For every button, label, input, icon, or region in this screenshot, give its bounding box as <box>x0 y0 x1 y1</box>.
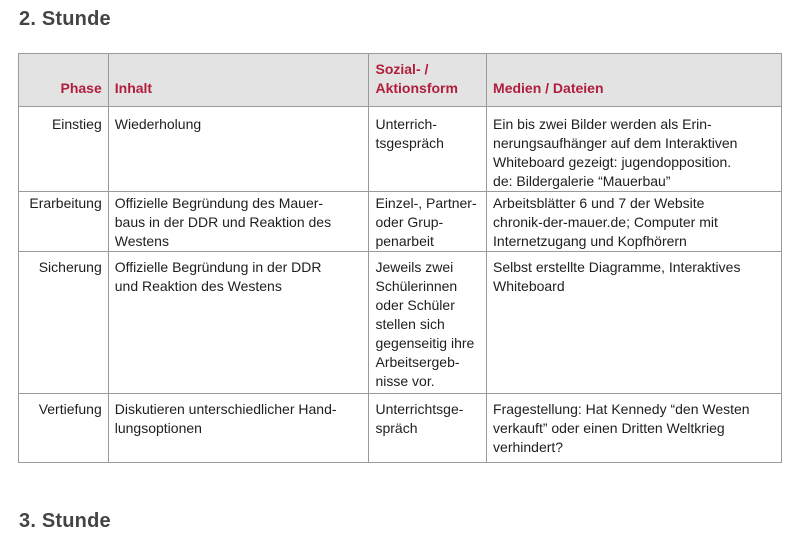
cell-line: Schülerinnen <box>375 278 458 294</box>
cell-line: spräch <box>375 420 418 436</box>
cell-line: Arbeitsergeb- <box>375 354 460 370</box>
cell-line: Whiteboard gezeigt: jugendopposition. <box>493 154 732 170</box>
cell-social <box>369 192 487 252</box>
cell-line: baus in der DDR und Reaktion des <box>114 214 332 230</box>
cell-line: oder Schüler <box>375 297 455 313</box>
cell-line: Internetzugang und Kopfhörern <box>493 233 687 249</box>
cell-phase: Sicherung <box>19 252 109 394</box>
cell-line: Wiederholung <box>114 116 202 132</box>
cell-content <box>108 394 369 463</box>
cell-line: Ein bis zwei Bilder werden als Erin- <box>493 116 712 132</box>
cell-line: nerungsaufhänger auf dem Interaktiven <box>493 135 738 151</box>
table-row <box>19 394 782 463</box>
cell-line: verkauft” oder einen Dritten Weltkrieg <box>493 420 725 436</box>
table-row <box>19 192 782 252</box>
cell-line: Unterrich- <box>375 116 437 132</box>
cell-line: chronik-der-mauer.de; Computer mit <box>493 214 718 230</box>
cell-line: Fragestellung: Hat Kennedy “den Westen <box>493 401 750 417</box>
cell-media <box>487 107 782 192</box>
cell-line: penarbeit <box>375 233 434 249</box>
cell-line: Unterrichtsge- <box>375 401 464 417</box>
cell-phase: Einstieg <box>19 107 109 192</box>
cell-media <box>487 192 782 252</box>
cell-line: Arbeitsblätter 6 und 7 der Website <box>493 195 705 211</box>
table-row <box>19 252 782 394</box>
cell-line: Offizielle Begründung des Mauer- <box>114 195 324 211</box>
header-social-line1: Sozial- / <box>375 61 429 77</box>
table-header-row <box>19 54 782 107</box>
cell-line: und Reaktion des Westens <box>114 278 282 294</box>
cell-line: oder Grup- <box>375 214 444 230</box>
cell-line: stellen sich <box>375 316 445 332</box>
section-title-2-stunde: 2. Stunde <box>19 8 111 30</box>
header-media: Medien / Dateien <box>487 54 782 107</box>
header-phase: Phase <box>19 54 109 107</box>
cell-line: Diskutieren unterschiedlicher Hand- <box>114 401 337 417</box>
cell-line: Whiteboard <box>493 278 565 294</box>
cell-content <box>108 107 369 192</box>
cell-line: Einzel-, Partner- <box>375 195 477 211</box>
cell-line: Westens <box>114 233 169 249</box>
cell-line: gegenseitig ihre <box>375 335 475 351</box>
cell-content <box>108 192 369 252</box>
cell-line: nisse vor. <box>375 373 435 389</box>
cell-line: de: Bildergalerie “Mauerbau” <box>493 173 671 189</box>
lesson-plan-table <box>18 53 782 463</box>
section-title-3-stunde: 3. Stunde <box>19 510 111 532</box>
cell-content <box>108 252 369 394</box>
cell-line: lungsoptionen <box>114 420 202 436</box>
cell-line: Selbst erstellte Diagramme, Interaktives <box>493 259 741 275</box>
cell-social <box>369 394 487 463</box>
cell-media <box>487 394 782 463</box>
cell-social <box>369 252 487 394</box>
header-social-line2: Aktionsform <box>375 80 458 96</box>
header-social-form <box>369 54 487 107</box>
table-row <box>19 107 782 192</box>
cell-phase: Vertiefung <box>19 394 109 463</box>
cell-phase: Erarbeitung <box>19 192 109 252</box>
cell-line: Offizielle Begründung in der DDR <box>114 259 322 275</box>
cell-line: Jeweils zwei <box>375 259 454 275</box>
header-content: Inhalt <box>108 54 369 107</box>
cell-media <box>487 252 782 394</box>
cell-line: verhindert? <box>493 439 564 455</box>
cell-social <box>369 107 487 192</box>
cell-line: tsgespräch <box>375 135 444 151</box>
